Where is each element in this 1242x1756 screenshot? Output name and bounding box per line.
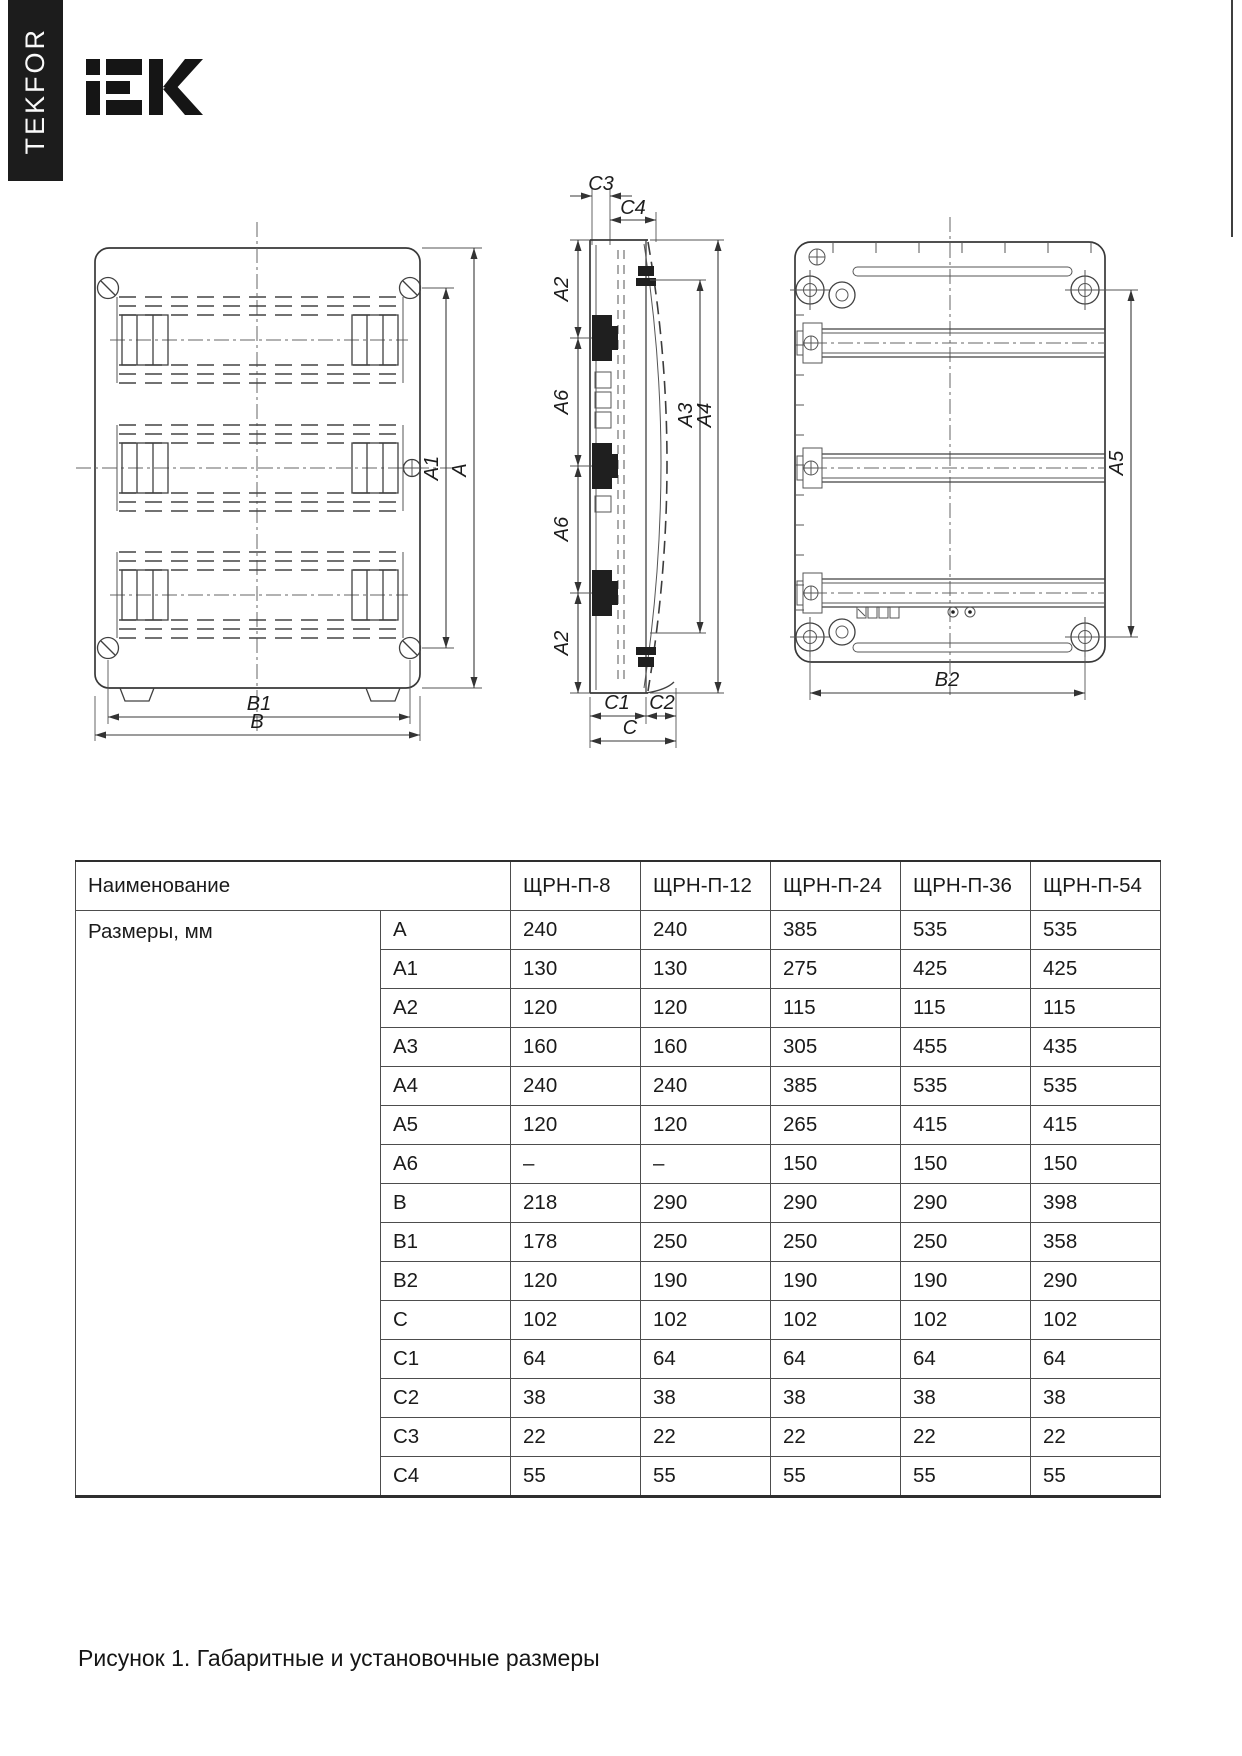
value-cell: 218 xyxy=(511,1184,641,1223)
value-cell: 120 xyxy=(641,989,771,1028)
param-cell: A3 xyxy=(381,1028,511,1067)
value-cell: 190 xyxy=(641,1262,771,1301)
value-cell: 102 xyxy=(771,1301,901,1340)
column-header-model: ЩРН-П-8 xyxy=(511,861,641,911)
value-cell: 535 xyxy=(901,1067,1031,1106)
dim-label-a6-upper: A6 xyxy=(551,389,573,415)
value-cell: 38 xyxy=(511,1379,641,1418)
value-cell: 130 xyxy=(511,950,641,989)
value-cell: 415 xyxy=(1031,1106,1161,1145)
dim-label-a5: A5 xyxy=(1106,450,1128,476)
value-cell: 455 xyxy=(901,1028,1031,1067)
value-cell: 22 xyxy=(641,1418,771,1457)
dim-label-b2: B2 xyxy=(934,669,960,691)
param-cell: B1 xyxy=(381,1223,511,1262)
value-cell: 102 xyxy=(901,1301,1031,1340)
value-cell: 305 xyxy=(771,1028,901,1067)
value-cell: 240 xyxy=(511,911,641,950)
value-cell: 535 xyxy=(1031,1067,1161,1106)
param-cell: A4 xyxy=(381,1067,511,1106)
value-cell: – xyxy=(511,1145,641,1184)
value-cell: 250 xyxy=(641,1223,771,1262)
table-header-row xyxy=(76,861,1161,911)
value-cell: 358 xyxy=(1031,1223,1161,1262)
din-rail xyxy=(797,448,1105,488)
dim-label-c4: C4 xyxy=(620,197,646,219)
value-cell: 55 xyxy=(1031,1457,1161,1497)
value-cell: 22 xyxy=(511,1418,641,1457)
value-cell: 55 xyxy=(641,1457,771,1497)
din-module-profile xyxy=(592,315,618,616)
value-cell: 398 xyxy=(1031,1184,1161,1223)
row-group-label: Размеры, мм xyxy=(76,911,381,1497)
value-cell: 115 xyxy=(771,989,901,1028)
value-cell: 425 xyxy=(901,950,1031,989)
param-cell: C3 xyxy=(381,1418,511,1457)
value-cell: 240 xyxy=(511,1067,641,1106)
param-cell: A1 xyxy=(381,950,511,989)
value-cell: 535 xyxy=(901,911,1031,950)
value-cell: 102 xyxy=(1031,1301,1161,1340)
value-cell: 120 xyxy=(511,1262,641,1301)
value-cell: 275 xyxy=(771,950,901,989)
value-cell: 190 xyxy=(771,1262,901,1301)
page-edge-mark xyxy=(1231,0,1233,237)
value-cell: 290 xyxy=(901,1184,1031,1223)
column-header-model: ЩРН-П-12 xyxy=(641,861,771,911)
dim-label-b: B xyxy=(250,711,264,733)
value-cell: 290 xyxy=(771,1184,901,1223)
value-cell: 38 xyxy=(1031,1379,1161,1418)
tekfor-brand-bar xyxy=(8,0,63,181)
param-cell: A2 xyxy=(381,989,511,1028)
param-cell: A6 xyxy=(381,1145,511,1184)
value-cell: 290 xyxy=(1031,1262,1161,1301)
value-cell: 250 xyxy=(901,1223,1031,1262)
dim-label-a: A xyxy=(449,463,471,477)
param-cell: A xyxy=(381,911,511,950)
value-cell: 150 xyxy=(901,1145,1031,1184)
param-cell: C2 xyxy=(381,1379,511,1418)
tekfor-vertical-label: TEKFOR xyxy=(20,26,50,155)
value-cell: 240 xyxy=(641,911,771,950)
value-cell: 38 xyxy=(901,1379,1031,1418)
value-cell: 115 xyxy=(901,989,1031,1028)
marking-icons xyxy=(857,607,975,618)
value-cell: 64 xyxy=(771,1340,901,1379)
dim-label-a3: A3 xyxy=(675,402,697,428)
value-cell: 265 xyxy=(771,1106,901,1145)
value-cell: 415 xyxy=(901,1106,1031,1145)
column-header-model: ЩРН-П-36 xyxy=(901,861,1031,911)
value-cell: 22 xyxy=(771,1418,901,1457)
dim-label-c2: C2 xyxy=(649,692,675,714)
value-cell: 64 xyxy=(641,1340,771,1379)
param-cell: B xyxy=(381,1184,511,1223)
value-cell: 190 xyxy=(901,1262,1031,1301)
value-cell: 160 xyxy=(641,1028,771,1067)
value-cell: 435 xyxy=(1031,1028,1161,1067)
dim-label-a4: A4 xyxy=(694,402,716,428)
din-rail xyxy=(797,323,1105,363)
value-cell: 22 xyxy=(901,1418,1031,1457)
side-view-drawing xyxy=(478,160,728,752)
dim-label-a2-top: A2 xyxy=(551,276,573,302)
dim-label-c3: C3 xyxy=(588,173,614,195)
value-cell: 385 xyxy=(771,1067,901,1106)
param-cell: C1 xyxy=(381,1340,511,1379)
dim-label-c1: C1 xyxy=(604,692,630,714)
value-cell: 22 xyxy=(1031,1418,1161,1457)
dim-label-a1: A1 xyxy=(421,455,443,481)
value-cell: 64 xyxy=(1031,1340,1161,1379)
edge-tick-marks xyxy=(795,242,1091,610)
value-cell: 64 xyxy=(901,1340,1031,1379)
value-cell: 55 xyxy=(771,1457,901,1497)
value-cell: 535 xyxy=(1031,911,1161,950)
dimensions-table xyxy=(75,860,1161,1498)
front-view-drawing xyxy=(60,200,490,745)
dim-label-c: C xyxy=(622,717,638,739)
value-cell: 385 xyxy=(771,911,901,950)
value-cell: 38 xyxy=(771,1379,901,1418)
column-header-model: ЩРН-П-24 xyxy=(771,861,901,911)
mounting-hole-icon xyxy=(790,249,1105,657)
value-cell: 160 xyxy=(511,1028,641,1067)
keyhole-slot xyxy=(853,643,1072,652)
value-cell: 250 xyxy=(771,1223,901,1262)
value-cell: 102 xyxy=(511,1301,641,1340)
dim-label-a6-lower: A6 xyxy=(551,516,573,542)
param-cell: C4 xyxy=(381,1457,511,1497)
value-cell: 102 xyxy=(641,1301,771,1340)
value-cell: 290 xyxy=(641,1184,771,1223)
dim-label-b1: B1 xyxy=(246,693,272,715)
dim-label-a2-bottom: A2 xyxy=(551,630,573,656)
value-cell: 38 xyxy=(641,1379,771,1418)
value-cell: 120 xyxy=(641,1106,771,1145)
value-cell: 130 xyxy=(641,950,771,989)
value-cell: 425 xyxy=(1031,950,1161,989)
value-cell: 115 xyxy=(1031,989,1161,1028)
table-row xyxy=(76,911,1161,950)
value-cell: 150 xyxy=(771,1145,901,1184)
keyhole-slot xyxy=(853,267,1072,276)
param-cell: C xyxy=(381,1301,511,1340)
param-cell: A5 xyxy=(381,1106,511,1145)
value-cell: 64 xyxy=(511,1340,641,1379)
back-view-drawing xyxy=(700,195,1160,735)
column-header-model: ЩРН-П-54 xyxy=(1031,861,1161,911)
value-cell: 240 xyxy=(641,1067,771,1106)
value-cell: 120 xyxy=(511,1106,641,1145)
value-cell: 55 xyxy=(511,1457,641,1497)
iek-logo xyxy=(85,57,205,117)
value-cell: 55 xyxy=(901,1457,1031,1497)
figure-caption: Рисунок 1. Габаритные и установочные размеры xyxy=(78,1645,600,1671)
value-cell: 150 xyxy=(1031,1145,1161,1184)
value-cell: – xyxy=(641,1145,771,1184)
value-cell: 178 xyxy=(511,1223,641,1262)
value-cell: 120 xyxy=(511,989,641,1028)
column-header-name: Наименование xyxy=(76,861,511,911)
param-cell: B2 xyxy=(381,1262,511,1301)
